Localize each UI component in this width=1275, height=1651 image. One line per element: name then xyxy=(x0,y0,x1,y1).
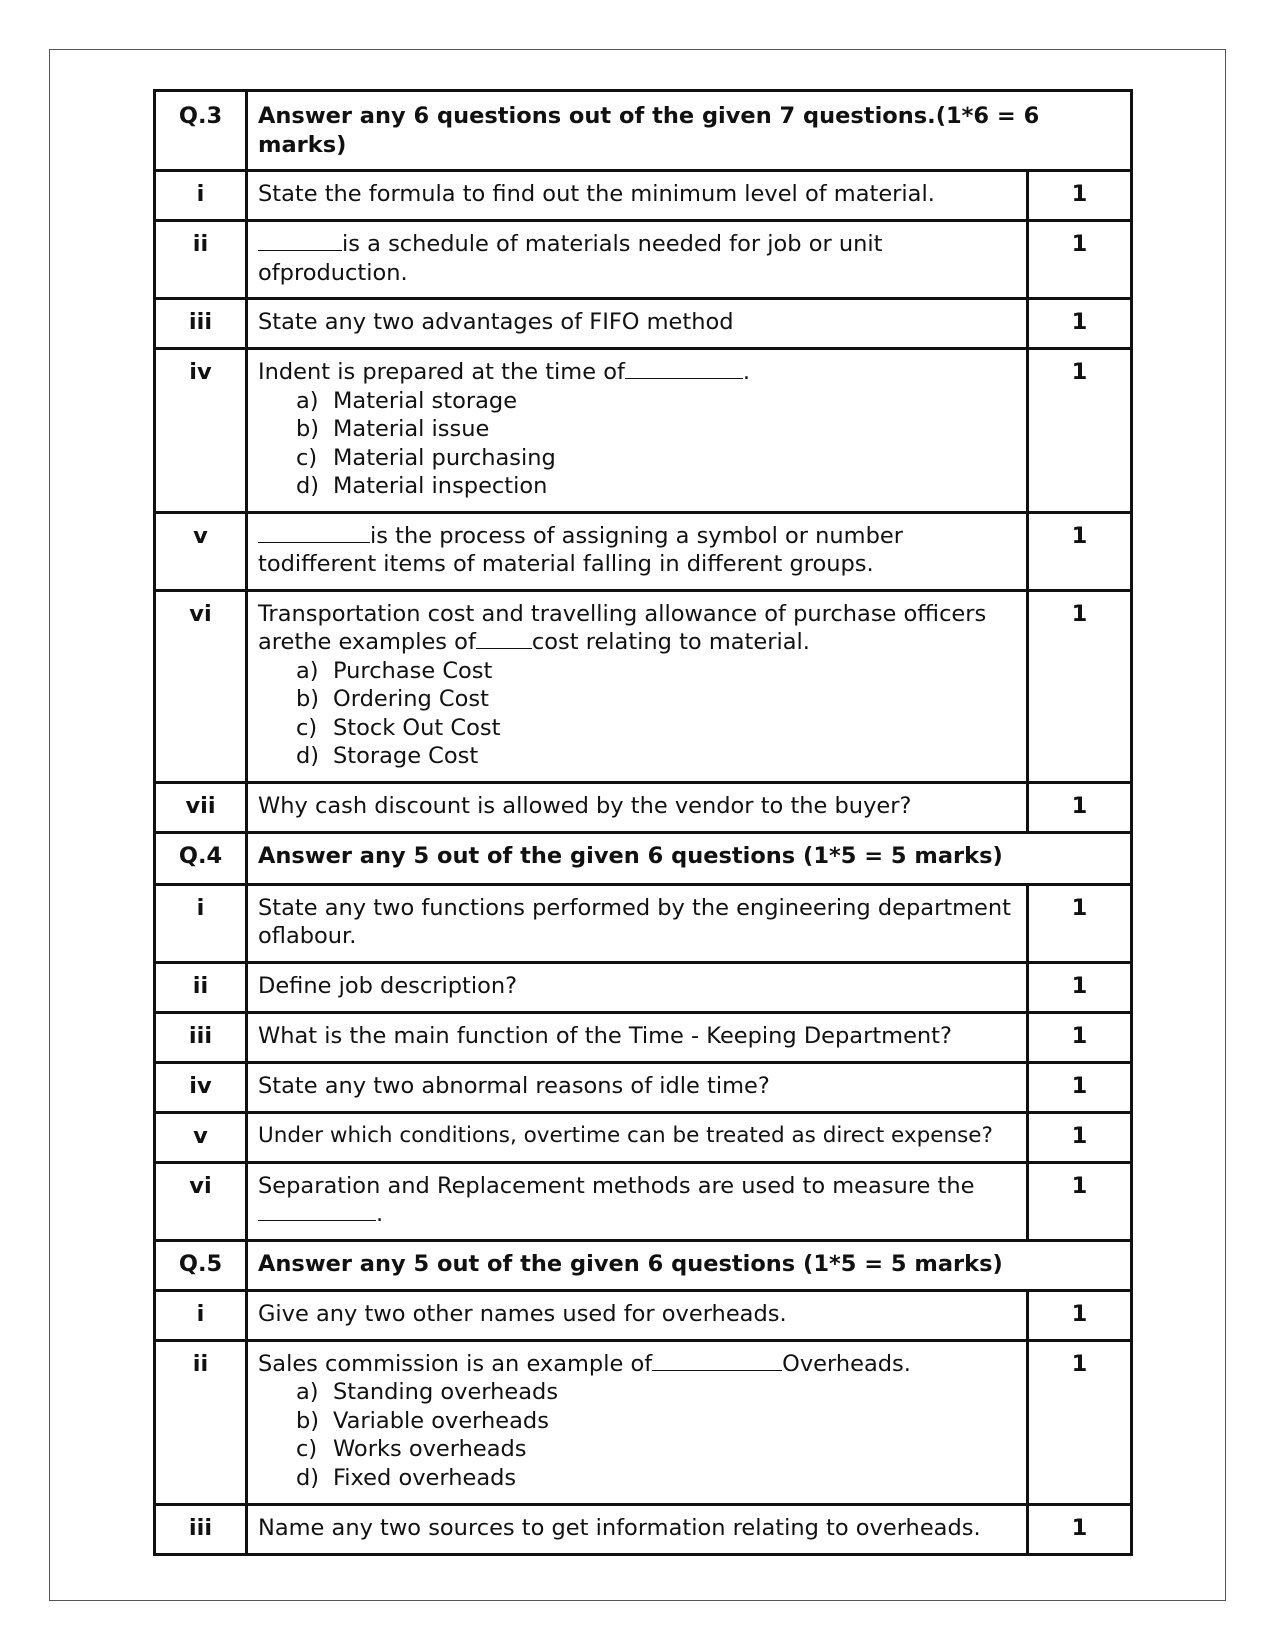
section-number: Q.5 xyxy=(155,1240,247,1290)
question-text: Give any two other names used for overheads. xyxy=(247,1290,1028,1340)
question-row xyxy=(155,962,1132,1012)
question-text-before: Transportation cost and travelling allowance of purchase officers arethe examples of xyxy=(258,600,987,655)
answer-blank xyxy=(652,1350,782,1371)
question-marks: 1 xyxy=(1028,782,1132,832)
question-number: ii xyxy=(155,962,247,1012)
option-item xyxy=(296,1378,1016,1407)
question-number: iii xyxy=(155,1504,247,1554)
question-text: State any two abnormal reasons of idle time? xyxy=(247,1062,1028,1112)
section-heading: Answer any 5 out of the given 6 questions (1*5 = 5 marks) xyxy=(247,832,1132,884)
section-header-row xyxy=(155,832,1132,884)
option-letter: b) xyxy=(296,1407,320,1434)
question-text-after: is a schedule of materials needed for job or unit ofproduction. xyxy=(258,231,883,286)
option-item xyxy=(296,1407,1016,1436)
question-text xyxy=(247,1162,1028,1240)
option-item xyxy=(296,1435,1016,1464)
section-heading: Answer any 5 out of the given 6 questions (1*5 = 5 marks) xyxy=(247,1240,1132,1290)
question-text xyxy=(247,221,1028,299)
question-marks: 1 xyxy=(1028,171,1132,221)
question-number: vii xyxy=(155,782,247,832)
option-letter: a) xyxy=(296,1379,319,1405)
question-marks: 1 xyxy=(1028,1112,1132,1162)
question-row xyxy=(155,884,1132,962)
question-number: ii xyxy=(155,1340,247,1504)
question-number: iv xyxy=(155,1062,247,1112)
question-row xyxy=(155,1504,1132,1554)
section-header-row xyxy=(155,1240,1132,1290)
option-list xyxy=(258,657,1016,771)
question-row xyxy=(155,1012,1132,1062)
question-text-after: is the process of assigning a symbol or number todifferent items of material falling in different groups. xyxy=(258,522,903,577)
option-letter: b) xyxy=(296,416,320,442)
question-text-before: Indent is prepared at the time of xyxy=(258,359,625,385)
question-number: i xyxy=(155,884,247,962)
question-number: iii xyxy=(155,299,247,349)
question-text: Name any two sources to get information relating to overheads. xyxy=(247,1504,1028,1554)
question-text-before: Sales commission is an example of xyxy=(258,1350,653,1377)
question-marks: 1 xyxy=(1028,512,1132,590)
option-letter: c) xyxy=(296,1436,318,1462)
question-text: Why cash discount is allowed by the vendor to the buyer? xyxy=(247,782,1028,832)
option-text: Ordering Cost xyxy=(333,686,489,712)
question-number: i xyxy=(155,1290,247,1340)
question-text-after: . xyxy=(376,1201,384,1227)
answer-blank xyxy=(476,628,532,649)
option-letter: c) xyxy=(296,444,318,471)
question-marks: 1 xyxy=(1028,590,1132,782)
question-row xyxy=(155,590,1132,782)
question-row xyxy=(155,299,1132,349)
option-letter: d) xyxy=(296,1464,320,1491)
question-number: v xyxy=(155,512,247,590)
option-item xyxy=(296,444,1016,473)
question-marks: 1 xyxy=(1028,1290,1132,1340)
question-marks: 1 xyxy=(1028,884,1132,962)
question-marks: 1 xyxy=(1028,1504,1132,1554)
option-text: Stock Out Cost xyxy=(333,714,501,741)
question-number: vi xyxy=(155,590,247,782)
question-row xyxy=(155,349,1132,513)
option-text: Material inspection xyxy=(333,473,548,499)
question-row xyxy=(155,512,1132,590)
question-marks: 1 xyxy=(1028,1062,1132,1112)
section-number: Q.3 xyxy=(155,91,247,171)
option-item xyxy=(296,472,1016,501)
option-item xyxy=(296,657,1016,686)
question-text-after: Overheads. xyxy=(782,1350,911,1377)
option-text: Variable overheads xyxy=(333,1407,549,1434)
question-row xyxy=(155,1340,1132,1504)
question-marks: 1 xyxy=(1028,962,1132,1012)
option-item xyxy=(296,387,1016,416)
option-item xyxy=(296,1464,1016,1493)
answer-blank xyxy=(258,230,342,251)
option-text: Material purchasing xyxy=(333,444,556,471)
option-letter: d) xyxy=(296,743,320,769)
option-text: Purchase Cost xyxy=(333,657,493,684)
question-text-after: cost relating to material. xyxy=(531,629,810,655)
question-row xyxy=(155,171,1132,221)
option-item xyxy=(296,685,1016,714)
question-text: State any two functions performed by the engineering department oflabour. xyxy=(247,884,1028,962)
question-marks: 1 xyxy=(1028,299,1132,349)
option-text: Works overheads xyxy=(333,1436,527,1462)
question-table xyxy=(153,89,1133,1556)
question-marks: 1 xyxy=(1028,349,1132,513)
question-number: v xyxy=(155,1112,247,1162)
question-marks: 1 xyxy=(1028,221,1132,299)
answer-blank xyxy=(625,358,743,379)
answer-blank xyxy=(258,1200,376,1221)
option-text: Material storage xyxy=(333,387,518,414)
question-text: State any two advantages of FIFO method xyxy=(247,299,1028,349)
question-marks: 1 xyxy=(1028,1162,1132,1240)
question-text: Under which conditions, overtime can be treated as direct expense? xyxy=(247,1112,1028,1162)
question-row xyxy=(155,1162,1132,1240)
question-text xyxy=(247,1340,1028,1504)
section-header-row xyxy=(155,91,1132,171)
question-text xyxy=(247,590,1028,782)
option-letter: c) xyxy=(296,714,318,741)
question-text-after: . xyxy=(742,359,751,385)
section-heading: Answer any 6 questions out of the given 7 questions.(1*6 = 6 marks) xyxy=(247,91,1132,171)
option-item xyxy=(296,742,1016,771)
question-text xyxy=(247,349,1028,513)
question-number: vi xyxy=(155,1162,247,1240)
question-text-before: Separation and Replacement methods are used to measure the xyxy=(258,1172,975,1199)
question-number: iii xyxy=(155,1012,247,1062)
question-row xyxy=(155,782,1132,832)
option-item xyxy=(296,714,1016,743)
question-text xyxy=(247,512,1028,590)
question-number: iv xyxy=(155,349,247,513)
section-number: Q.4 xyxy=(155,832,247,884)
option-text: Material issue xyxy=(333,416,490,442)
question-row xyxy=(155,1290,1132,1340)
option-letter: a) xyxy=(296,657,319,684)
question-number: ii xyxy=(155,221,247,299)
question-row xyxy=(155,1062,1132,1112)
question-number: i xyxy=(155,171,247,221)
option-item xyxy=(296,415,1016,444)
answer-blank xyxy=(258,522,370,543)
option-list xyxy=(258,387,1016,501)
question-marks: 1 xyxy=(1028,1340,1132,1504)
question-marks: 1 xyxy=(1028,1012,1132,1062)
option-letter: d) xyxy=(296,473,320,499)
question-text: State the formula to find out the minimum level of material. xyxy=(247,171,1028,221)
question-row xyxy=(155,221,1132,299)
question-text: Define job description? xyxy=(247,962,1028,1012)
option-list xyxy=(258,1378,1016,1492)
question-text: What is the main function of the Time - Keeping Department? xyxy=(247,1012,1028,1062)
option-text: Storage Cost xyxy=(333,743,479,769)
question-row xyxy=(155,1112,1132,1162)
option-letter: a) xyxy=(296,387,319,414)
option-letter: b) xyxy=(296,686,320,712)
option-text: Standing overheads xyxy=(333,1379,559,1405)
option-text: Fixed overheads xyxy=(333,1464,517,1491)
